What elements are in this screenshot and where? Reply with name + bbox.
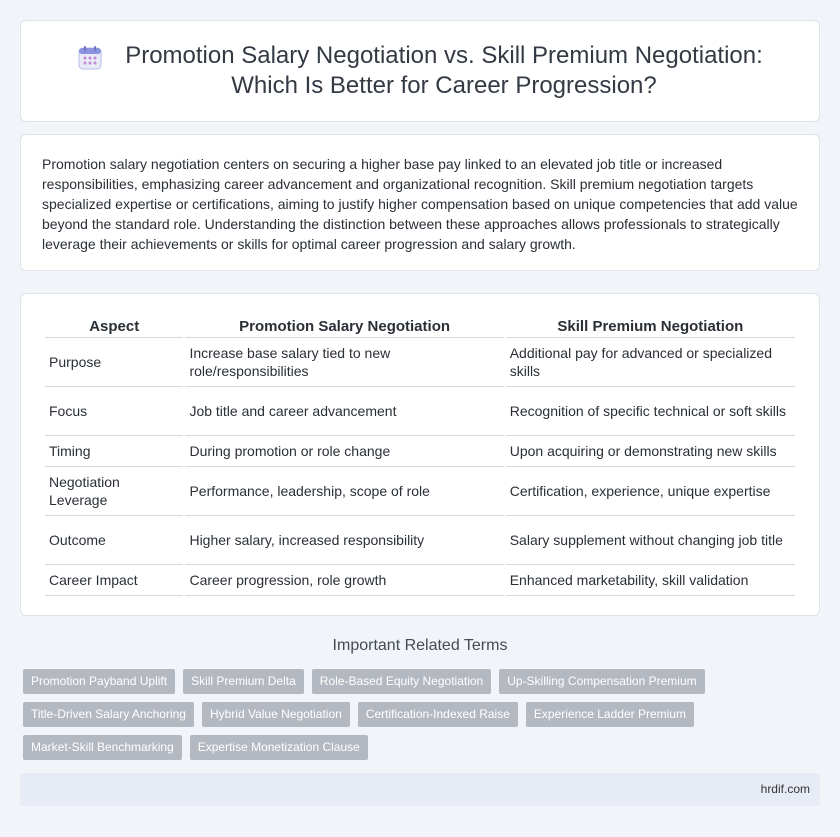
row-aspect: Purpose xyxy=(45,338,183,387)
tag[interactable]: Up-Skilling Compensation Premium xyxy=(499,669,704,694)
row-promotion: Increase base salary tied to new role/responsibilities xyxy=(185,338,503,387)
tag[interactable]: Role-Based Equity Negotiation xyxy=(312,669,491,694)
tag[interactable]: Expertise Monetization Clause xyxy=(190,735,368,760)
title-line-2: Which Is Better for Career Progression? xyxy=(231,72,657,99)
calendar-icon xyxy=(77,45,103,71)
intro-paragraph: Promotion salary negotiation centers on securing a higher base pay linked to an elevated job title or increased responsibilities, emphasizing career advancement and organizational recognition. Skill premium negotiation targets specialized expertise or certifications, aiming to justify higher compensation based on unique competencies that add value beyond the standard role. Understanding the distinction between these approaches allows professionals to strategically leverage their achievements or skills for optimal career progression and salary growth. xyxy=(42,156,798,252)
tag[interactable]: Market-Skill Benchmarking xyxy=(23,735,182,760)
row-promotion: Higher salary, increased responsibility xyxy=(185,516,503,565)
table-row xyxy=(45,516,795,565)
tag-row-3 xyxy=(23,735,823,760)
row-promotion: During promotion or role change xyxy=(185,436,503,467)
header-skill-premium: Skill Premium Negotiation xyxy=(506,314,795,338)
row-promotion: Job title and career advancement xyxy=(185,387,503,436)
row-skill: Additional pay for advanced or specialized skills xyxy=(506,338,795,387)
row-aspect: Career Impact xyxy=(45,565,183,596)
table-header-row xyxy=(45,314,795,338)
header-aspect: Aspect xyxy=(45,314,183,338)
row-aspect: Negotiation Leverage xyxy=(45,467,183,516)
tag[interactable]: Hybrid Value Negotiation xyxy=(202,702,350,727)
tag[interactable]: Certification-Indexed Raise xyxy=(358,702,518,727)
title-line-1: Promotion Salary Negotiation vs. Skill Premium Negotiation: xyxy=(125,42,763,69)
header-card xyxy=(20,20,820,122)
footer xyxy=(20,773,820,806)
title-wrap xyxy=(77,41,763,101)
tag[interactable]: Experience Ladder Premium xyxy=(526,702,694,727)
footer-site-link[interactable]: hrdif.com xyxy=(760,782,810,796)
tag-row-1 xyxy=(23,669,823,694)
table-row xyxy=(45,467,795,516)
comparison-table-card xyxy=(20,293,820,616)
header-promotion: Promotion Salary Negotiation xyxy=(185,314,503,338)
row-promotion: Career progression, role growth xyxy=(185,565,503,596)
row-skill: Recognition of specific technical or soft skills xyxy=(506,387,795,436)
related-terms-tags xyxy=(23,669,823,768)
row-aspect: Timing xyxy=(45,436,183,467)
tag-row-2 xyxy=(23,702,823,727)
row-aspect: Outcome xyxy=(45,516,183,565)
table-row xyxy=(45,387,795,436)
row-skill: Enhanced marketability, skill validation xyxy=(506,565,795,596)
row-skill: Certification, experience, unique expertise xyxy=(506,467,795,516)
related-terms-heading: Important Related Terms xyxy=(332,637,508,654)
table-row xyxy=(45,338,795,387)
tag[interactable]: Title-Driven Salary Anchoring xyxy=(23,702,194,727)
intro-card xyxy=(20,134,820,271)
tag[interactable]: Promotion Payband Uplift xyxy=(23,669,175,694)
row-skill: Upon acquiring or demonstrating new skills xyxy=(506,436,795,467)
tag[interactable]: Skill Premium Delta xyxy=(183,669,304,694)
table-row xyxy=(45,565,795,596)
comparison-table xyxy=(43,314,797,596)
row-promotion: Performance, leadership, scope of role xyxy=(185,467,503,516)
page-title xyxy=(125,41,763,101)
row-aspect: Focus xyxy=(45,387,183,436)
table-row xyxy=(45,436,795,467)
row-skill: Salary supplement without changing job title xyxy=(506,516,795,565)
